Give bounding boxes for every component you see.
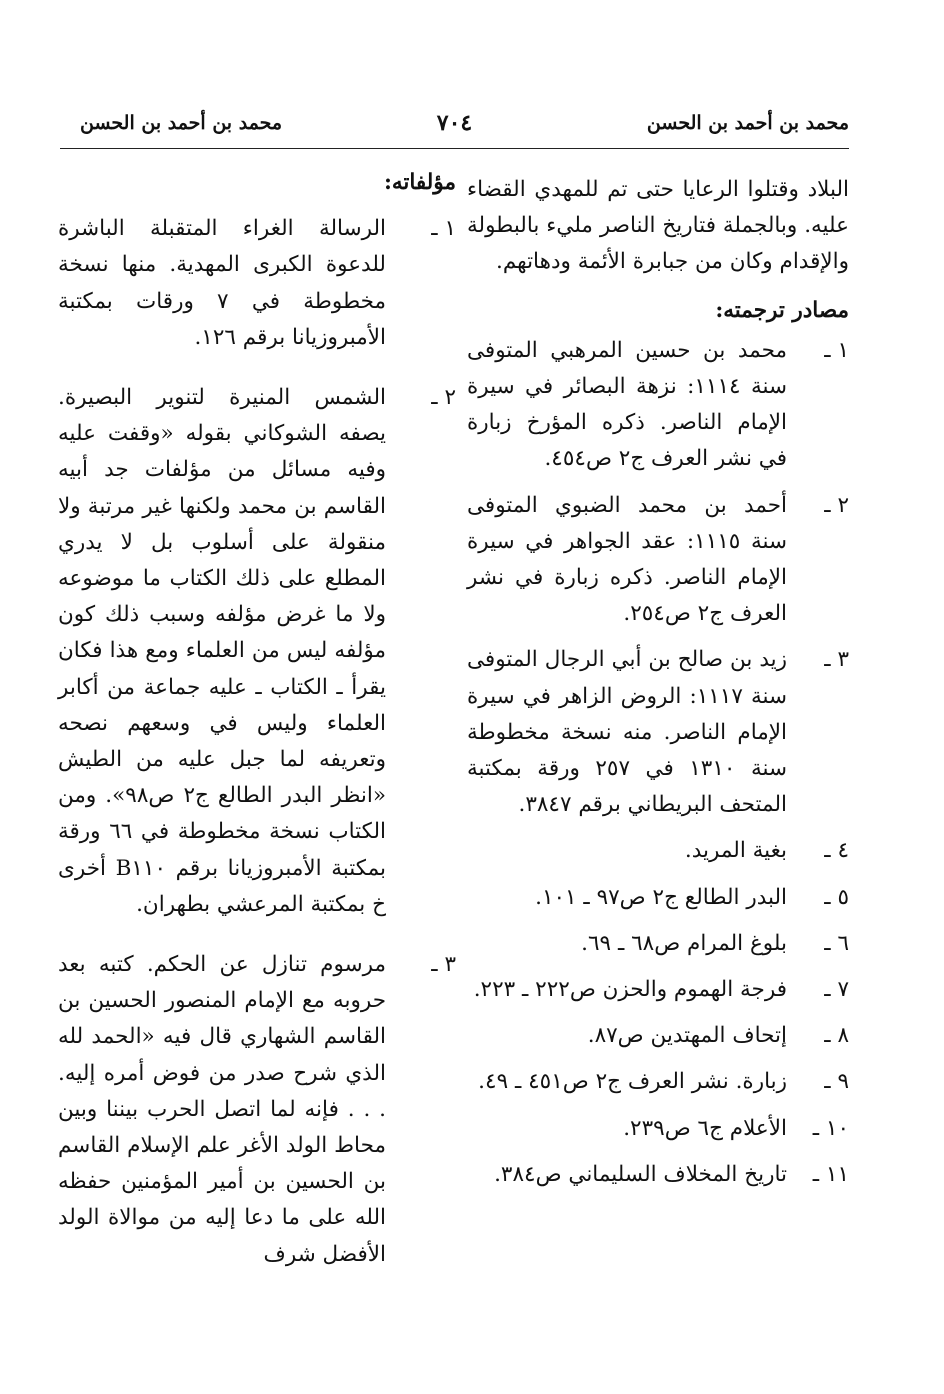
item-text: الرسالة الغراء المتقبلة الباشرة للدعوة الكبرى المهدية. منها نسخة مخطوطة في ٧ ورقات بمكتبة الأمبروزيانا برقم ١٢٦. xyxy=(58,216,386,350)
item-text: إتحاف المهتدين ص٨٧. xyxy=(587,1023,787,1049)
work-item xyxy=(58,380,456,923)
item-text: محمد بن حسين المرهبي المتوفى سنة ١١١٤: نزهة البصائر في سيرة الإمام الناصر. ذكره المؤرخ زبارة في نشر العرف ج٢ ص٤٥٤. xyxy=(467,337,787,472)
item-number: ٣ ـ xyxy=(431,952,456,978)
source-item xyxy=(467,1111,849,1147)
item-text: فرجة الهموم والحزن ص٢٢٢ ـ ٢٢٣. xyxy=(473,977,787,1003)
item-text: بلوغ المرام ص٦٨ ـ ٦٩. xyxy=(581,930,787,956)
item-text: زبارة. نشر العرف ج٢ ص٤٥١ ـ ٤٩. xyxy=(478,1069,787,1095)
item-number: ٣ ـ xyxy=(824,647,849,673)
item-number: ٢ ـ xyxy=(824,492,849,518)
running-head-right: محمد بن أحمد بن الحسن xyxy=(646,112,849,134)
source-item xyxy=(467,333,849,478)
item-number: ١٠ ـ xyxy=(812,1115,849,1141)
page-number: ٧٠٤ xyxy=(436,110,473,136)
item-number: ١١ ـ xyxy=(812,1161,849,1187)
source-item xyxy=(467,642,849,823)
source-item xyxy=(467,833,849,869)
source-item xyxy=(467,972,849,1008)
item-text: الأعلام ج٦ ص٢٣٩. xyxy=(623,1115,787,1141)
item-number: ٧ ـ xyxy=(824,977,849,1003)
source-item xyxy=(467,488,849,633)
item-text: زيد بن صالح بن أبي الرجال المتوفى سنة ١١١٧: الروض الزاهر في سيرة الإمام الناصر. منه نسخة مخطوطة سنة ١٣١٠ في ٢٥٧ ورقة بمكتبة المتحف البريطاني برقم ٣٨٤٧. xyxy=(467,647,787,818)
item-text: بغية المريد. xyxy=(684,838,787,864)
work-item xyxy=(58,211,456,356)
item-number: ٦ ـ xyxy=(824,930,849,956)
left-column xyxy=(58,165,456,1297)
sources-heading: مصادر ترجمته: xyxy=(715,297,849,323)
item-text: أحمد بن محمد الضبوي المتوفى سنة ١١١٥: عقد الجواهر في سيرة الإمام الناصر. ذكره زبارة في نشر العرف ج٢ ص٢٥٤. xyxy=(467,492,787,627)
source-item xyxy=(467,1064,849,1100)
item-number: ١ ـ xyxy=(431,216,456,242)
item-text: مرسوم تنازل عن الحكم. كتبه بعد حروبه مع الإمام المنصور الحسين بن القاسم الشهاري قال فيه «الحمد لله الذي شرح صدر من فوض أمره إليه. . . . فإنه لما اتصل الحرب بيننا وبين محاط الولد الأغر علم الإسلام القاسم بن الحسين بن أمير المؤمنين حفظه الله على ما دعا إليه من موالاة الولد الأفضل شرف xyxy=(58,952,386,1267)
item-number: ٩ ـ xyxy=(824,1069,849,1095)
source-item xyxy=(467,1018,849,1054)
right-column xyxy=(467,172,849,1203)
works-heading: مؤلفاته: xyxy=(383,170,456,195)
work-item xyxy=(58,947,456,1273)
item-number: ٥ ـ xyxy=(824,884,849,910)
item-number: ٢ ـ xyxy=(431,385,456,411)
running-head-left: محمد بن أحمد بن الحسن xyxy=(80,112,283,134)
item-text: تاريخ المخلاف السليماني ص٣٨٤. xyxy=(494,1161,787,1187)
source-item xyxy=(467,880,849,916)
page-header xyxy=(60,108,849,149)
intro-paragraph: البلاد وقتلوا الرعايا حتى تم للمهدي القضاء عليه. وبالجملة فتاريخ الناصر مليء بالبطولة والإقدام وكان من جبابرة الأئمة ودهاتهم. xyxy=(467,177,849,275)
item-number: ١ ـ xyxy=(824,337,849,363)
source-item xyxy=(467,926,849,962)
item-number: ٤ ـ xyxy=(824,838,849,864)
source-item xyxy=(467,1157,849,1193)
item-text: البدر الطالع ج٢ ص٩٧ ـ ١٠١. xyxy=(535,884,787,910)
item-text: الشمس المنيرة لتنوير البصيرة. يصفه الشوكاني بقوله «وقفت عليه وفيه مسائل من مؤلفات جد أبيه القاسم بن محمد ولكنها غير مرتبة ولا منقولة على أسلوب بل لا يدري المطلع على ذلك الكتاب ما موضوعه ولا ما غرض مؤلفه وسبب ذلك كون مؤلفه ليس من العلماء ومع هذا فكان يقرأ ـ الكتاب ـ عليه جماعة من أكابر العلماء وليس في وسعهم نصحه وتعريفه لما جبل عليه من الطيش «انظر البدر الطالع ج٢ ص٩٨». ومن الكتاب نسخة مخطوطة في ٦٦ ورقة بمكتبة الأمبروزيانا برقم B١١٠ أخرى خ بمكتبة المرعشي بطهران. xyxy=(58,385,387,917)
item-number: ٨ ـ xyxy=(824,1023,849,1049)
